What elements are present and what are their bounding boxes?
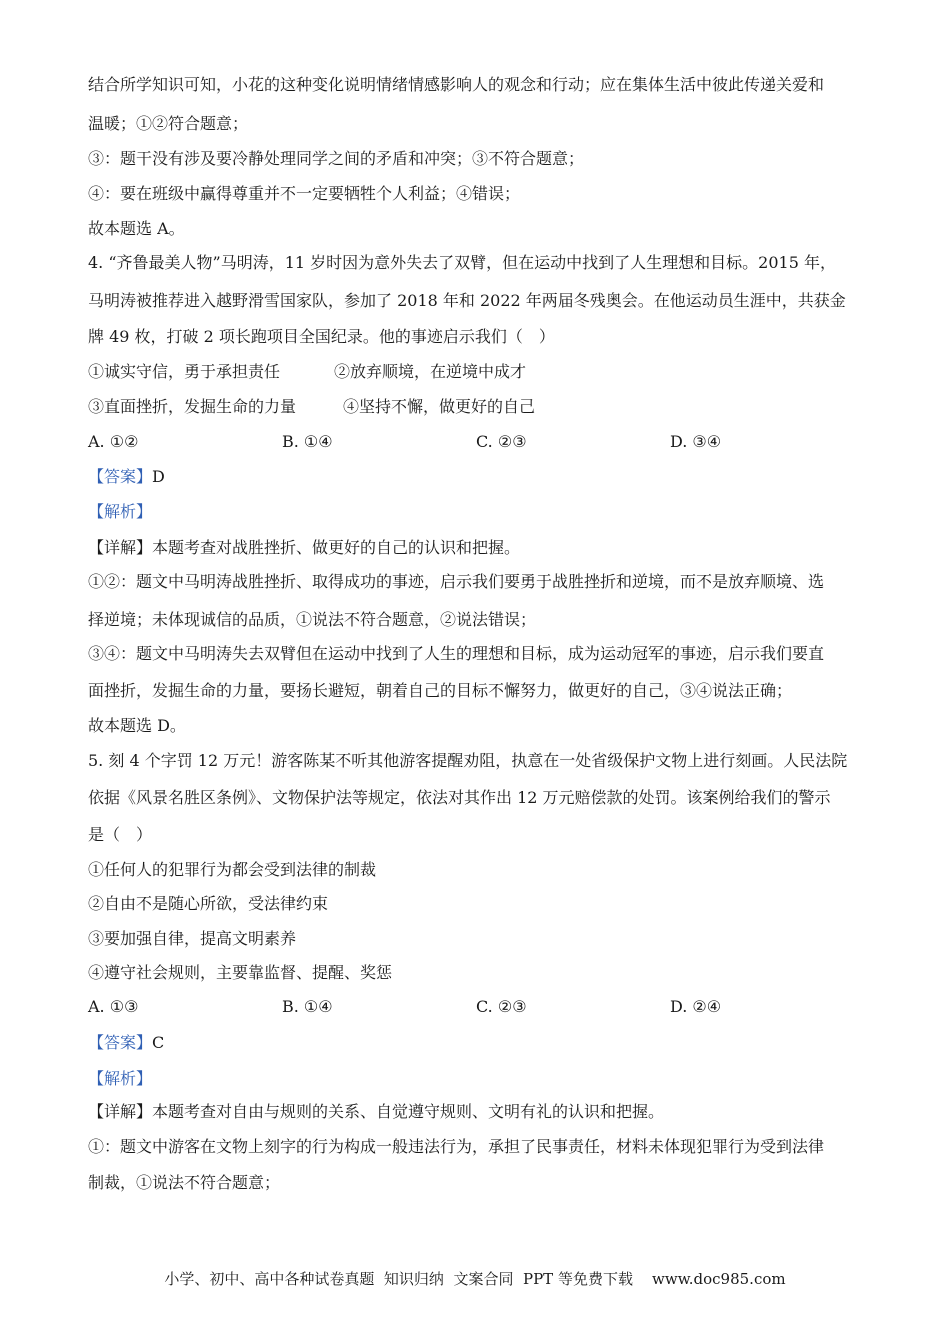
q5-option-c: C. ②③: [476, 997, 527, 1016]
q4-option-d: D. ③④: [670, 432, 722, 451]
q4-explanation-1b: 择逆境；未体现诚信的品质，①说法不符合题意，②说法错误；: [88, 610, 537, 629]
q4-conclusion: 故本题选 D。: [88, 716, 186, 735]
q5-explanation-1a: ①：题文中游客在文物上刻字的行为构成一般违法行为，承担了民事责任，材料未体现犯罪行为受到法律: [88, 1137, 825, 1156]
prev-analysis-line-3: ③：题干没有涉及要冷静处理同学之间的矛盾和冲突；③不符合题意；: [88, 149, 585, 168]
q5-stem-line-3: 是（ ）: [88, 825, 153, 844]
q5-detail: [88, 1101, 878, 1123]
answer-value: D: [152, 467, 165, 486]
q4-statement-1: ①诚实守信，勇于承担责任: [88, 362, 281, 381]
answer-label: 【答案】: [88, 467, 153, 486]
q5-statement-1: ①任何人的犯罪行为都会受到法律的制裁: [88, 860, 377, 879]
q5-statement-3: ③要加强自律，提高文明素养: [88, 929, 297, 948]
q5-statement-2: ②自由不是随心所欲，受法律约束: [88, 894, 329, 913]
q4-explanation-2b: 面挫折，发掘生命的力量，要扬长避短，朝着自己的目标不懈努力，做更好的自己，③④说法正确；: [88, 681, 793, 700]
q4-option-b: B. ①④: [282, 432, 333, 451]
page-footer: 小学、初中、高中各种试卷真题 知识归纳 文案合同 PPT 等免费下载 www.doc985.com: [164, 1270, 786, 1288]
q5-analysis-label: 【解析】: [88, 1069, 153, 1088]
q4-answer: [88, 466, 878, 488]
q4-analysis-label: 【解析】: [88, 502, 153, 521]
detail-text: 本题考查对自由与规则的关系、自觉遵守规则、文明有礼的认识和把握。: [152, 1102, 665, 1121]
q5-stem-line-1: 5. 刻 4 个字罚 12 万元！游客陈某不听其他游客提醒劝阻，执意在一处省级保护文物上进行刻画。人民法院: [88, 751, 848, 770]
detail-label: 【详解】: [88, 538, 153, 557]
q4-stem-line-1: 4. “齐鲁最美人物”马明涛，11 岁时因为意外失去了双臂，但在运动中找到了人生理想和目标。2015 年，: [88, 253, 836, 272]
q5-answer: [88, 1032, 878, 1054]
q4-statement-3: ③直面挫折，发掘生命的力量: [88, 397, 297, 416]
answer-label: 【答案】: [88, 1033, 153, 1052]
q5-statement-4: ④遵守社会规则，主要靠监督、提醒、奖惩: [88, 963, 393, 982]
q5-explanation-1b: 制裁，①说法不符合题意；: [88, 1173, 281, 1192]
q4-option-a: A. ①②: [88, 432, 139, 451]
q4-statement-4: ④坚持不懈，做更好的自己: [343, 397, 536, 416]
q4-stem-line-2: 马明涛被推荐进入越野滑雪国家队，参加了 2018 年和 2022 年两届冬残奥会。在他运动员生涯中，共获金: [88, 291, 846, 310]
answer-value: C: [152, 1033, 165, 1052]
q4-explanation-1a: ①②：题文中马明涛战胜挫折、取得成功的事迹，启示我们要勇于战胜挫折和逆境，而不是放弃顺境、选: [88, 572, 825, 591]
prev-analysis-line-1: 结合所学知识可知，小花的这种变化说明情绪情感影响人的观念和行动；应在集体生活中彼此传递关爱和: [88, 75, 825, 94]
q5-option-d: D. ②④: [670, 997, 722, 1016]
q4-explanation-2a: ③④：题文中马明涛失去双臂但在运动中找到了人生的理想和目标，成为运动冠军的事迹，启示我们要直: [88, 644, 825, 663]
detail-text: 本题考查对战胜挫折、做更好的自己的认识和把握。: [152, 538, 521, 557]
q4-stem-line-3: 牌 49 枚，打破 2 项长跑项目全国纪录。他的事迹启示我们（ ）: [88, 327, 555, 346]
q4-option-c: C. ②③: [476, 432, 527, 451]
prev-analysis-line-4: ④：要在班级中赢得尊重并不一定要牺牲个人利益；④错误；: [88, 184, 521, 203]
q5-option-b: B. ①④: [282, 997, 333, 1016]
q5-stem-line-2: 依据《风景名胜区条例》、文物保护法等规定，依法对其作出 12 万元赔偿款的处罚。该案例给我们的警示: [88, 788, 831, 807]
q4-detail: [88, 537, 878, 559]
q4-statement-2: ②放弃顺境，在逆境中成才: [334, 362, 527, 381]
detail-label: 【详解】: [88, 1102, 153, 1121]
prev-analysis-line-2: 温暖；①②符合题意；: [88, 114, 249, 133]
q5-option-a: A. ①③: [88, 997, 139, 1016]
prev-conclusion: 故本题选 A。: [88, 219, 185, 238]
